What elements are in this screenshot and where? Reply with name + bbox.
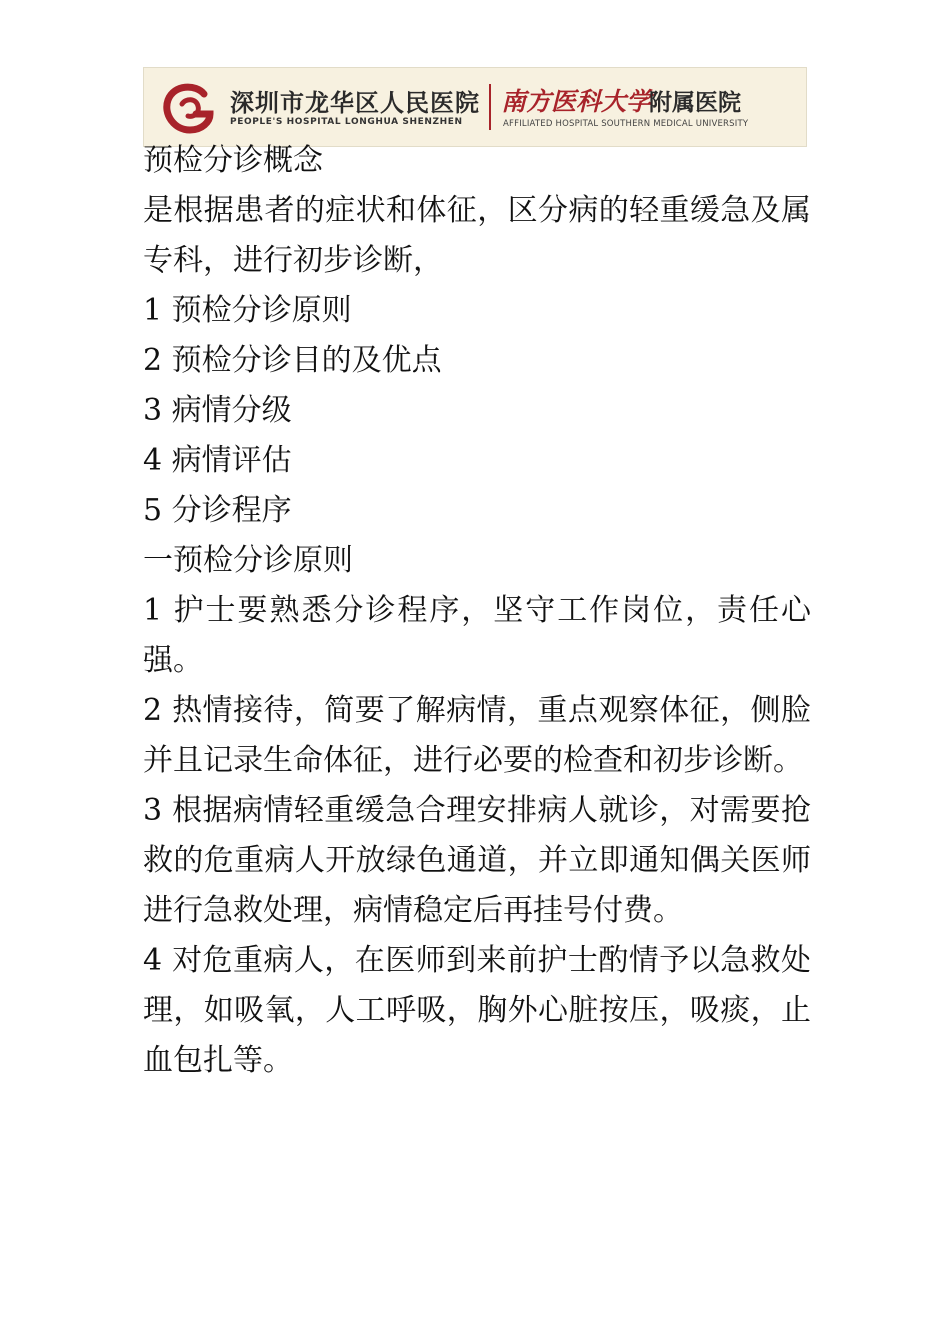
- hospital-name-en: PEOPLE'S HOSPITAL LONGHUA SHENZHEN: [230, 117, 463, 127]
- outline-item: 4 病情评估: [143, 443, 292, 478]
- university-name-cn: 南方医科大学: [501, 87, 652, 116]
- principle-item: 1 护士要熟悉分诊程序，坚守工作岗位，责任心强。: [143, 593, 811, 678]
- university-name-en: AFFILIATED HOSPITAL SOUTHERN MEDICAL UNIVERSITY: [503, 119, 749, 129]
- hospital-name-cn: 深圳市龙华区人民医院: [230, 89, 480, 117]
- document-body: [143, 136, 811, 1086]
- header-banner: [143, 67, 807, 147]
- principle-item: 2 热情接待，简要了解病情，重点观察体征，侧脸并且记录生命体征，进行必要的检查和初步诊断。: [143, 693, 811, 778]
- section-title: 预检分诊概念: [143, 143, 323, 178]
- affiliated-hospital-cn: 附属医院: [649, 90, 741, 116]
- section-heading: 一预检分诊原则: [143, 543, 353, 578]
- outline-item: 1 预检分诊原则: [143, 293, 352, 328]
- definition-paragraph: 是根据患者的症状和体征，区分病的轻重缓急及属专科，进行初步诊断，: [143, 193, 811, 278]
- outline-item: 5 分诊程序: [143, 493, 292, 528]
- principle-item: 4 对危重病人，在医师到来前护士酌情予以急救处理，如吸氧，人工呼吸，胸外心脏按压，吸痰，止血包扎等。: [143, 943, 811, 1078]
- outline-item: 2 预检分诊目的及优点: [143, 343, 442, 378]
- principle-item: 3 根据病情轻重缓急合理安排病人就诊，对需要抢救的危重病人开放绿色通道，并立即通知偶关医师进行急救处理，病情稳定后再挂号付费。: [143, 793, 811, 928]
- banner-divider: [489, 84, 491, 130]
- outline-item: 3 病情分级: [143, 393, 292, 428]
- hospital-logo-icon: [160, 80, 218, 136]
